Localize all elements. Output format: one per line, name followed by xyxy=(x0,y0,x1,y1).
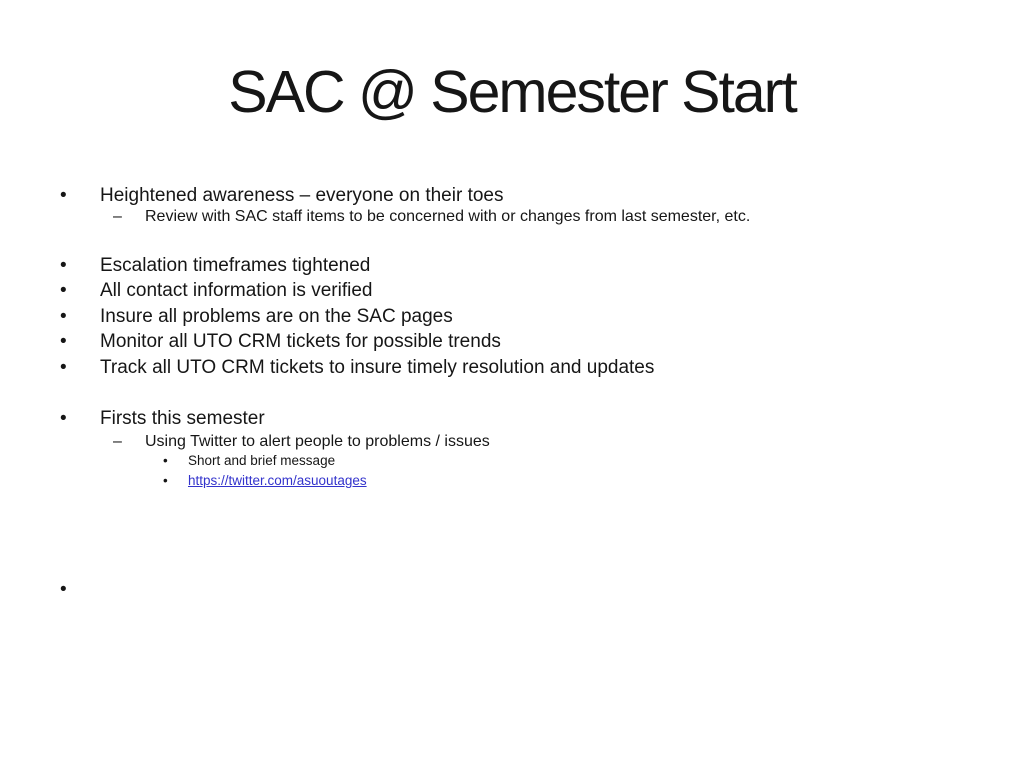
bullet-line xyxy=(0,330,1024,354)
bullet-text: Short and brief message xyxy=(188,453,336,468)
bullet-text: Heightened awareness – everyone on their toes xyxy=(100,185,504,206)
bullet-line xyxy=(0,431,1024,452)
bullet-text: Using Twitter to alert people to problems / issues xyxy=(145,433,490,450)
bullet-line xyxy=(0,206,1024,227)
bullet-line xyxy=(0,356,1024,380)
dash-icon: – xyxy=(113,208,122,225)
bullet-icon: • xyxy=(60,280,67,301)
bullet-text: Review with SAC staff items to be concerned with or changes from last semester, etc. xyxy=(145,208,751,225)
bullet-icon: • xyxy=(163,453,168,468)
bullet-text: Insure all problems are on the SAC pages xyxy=(100,306,453,327)
bullet-line xyxy=(0,184,1024,208)
bullet-icon: • xyxy=(60,185,67,206)
bullet-icon: • xyxy=(60,408,67,429)
bullet-icon: • xyxy=(60,579,67,600)
bullet-icon: • xyxy=(163,473,168,488)
bullet-icon: • xyxy=(60,357,67,378)
bullet-text: All contact information is verified xyxy=(100,280,373,301)
empty-bullet-line xyxy=(0,578,1024,602)
dash-icon: – xyxy=(113,433,122,450)
bullet-icon: • xyxy=(60,331,67,352)
bullet-line xyxy=(0,305,1024,329)
bullet-text: Track all UTO CRM tickets to insure timely resolution and updates xyxy=(100,357,655,378)
bullet-line xyxy=(0,472,1024,490)
bullet-line xyxy=(0,279,1024,303)
bullet-text: Firsts this semester xyxy=(100,408,265,429)
bullet-line xyxy=(0,452,1024,470)
slide-title: SAC @ Semester Start xyxy=(228,59,796,125)
bullet-line xyxy=(0,407,1024,431)
bullet-icon: • xyxy=(60,306,67,327)
bullet-text: Monitor all UTO CRM tickets for possible trends xyxy=(100,331,501,352)
bullet-text: Escalation timeframes tightened xyxy=(100,255,371,276)
bullet-icon: • xyxy=(60,255,67,276)
bullet-line xyxy=(0,254,1024,278)
twitter-link[interactable]: https://twitter.com/asuoutages xyxy=(188,473,367,488)
